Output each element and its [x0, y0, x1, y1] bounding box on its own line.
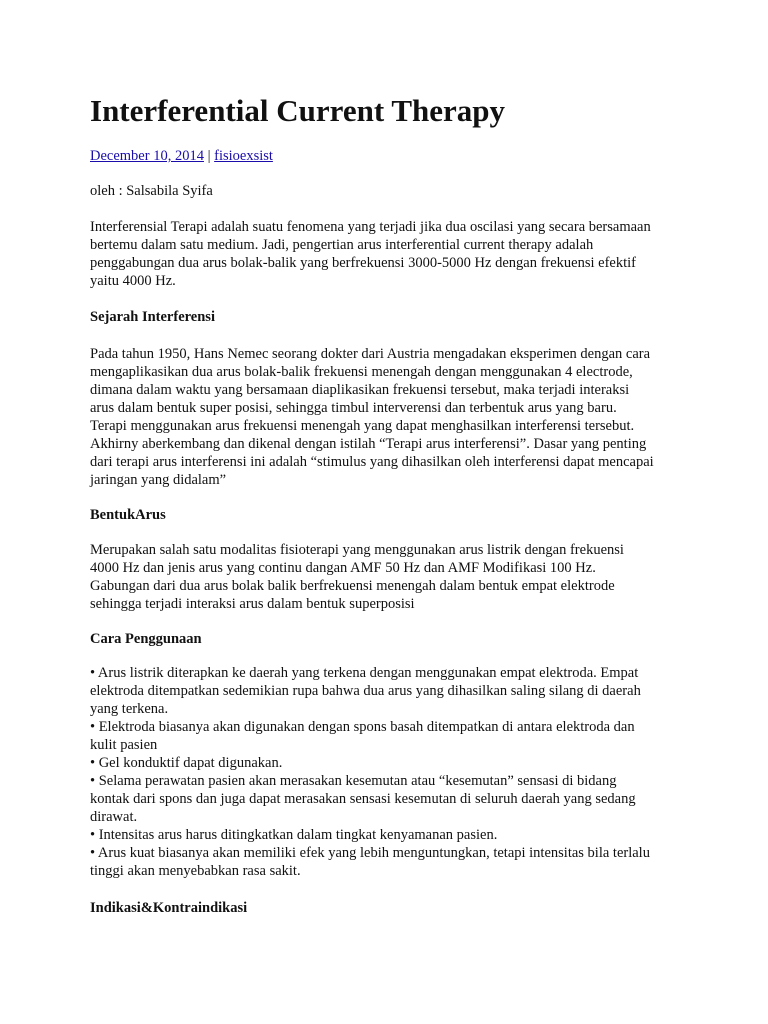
paragraph-line: dimana dalam waktu yang bersamaan diaplikasikan frekuensi tersebut, maka terjadi interaksi [90, 382, 630, 398]
meta-separator: | [203, 148, 215, 164]
list-item [90, 772, 690, 826]
paragraph-line: mengaplikasikan dua arus bolak-balik frekuensi menengah dengan menggunakan 4 electrode, [90, 364, 633, 380]
author-link[interactable]: fisioexsist [214, 148, 273, 164]
paragraph-line: Akhirny aberkembang dan dikenal dengan istilah “Terapi arus interferensi”. Dasar yang penting [90, 436, 647, 452]
list-item-line: • Selama perawatan pasien akan merasakan kesemutan atau “kesemutan” sensasi di bidang [90, 773, 617, 789]
list-item-line: • Arus listrik diterapkan ke daerah yang terkena dengan menggunakan empat elektroda. Empat [90, 665, 639, 681]
paragraph-line: Merupakan salah satu modalitas fisioterapi yang menggunakan arus listrik dengan frekuensi [90, 542, 624, 558]
section-heading-bentuk-arus: BentukArus [90, 507, 166, 523]
list-item [90, 826, 690, 844]
list-item-line: yang terkena. [90, 701, 169, 717]
list-item-line: • Gel konduktif dapat digunakan. [90, 755, 283, 771]
section-heading-cara-penggunaan: Cara Penggunaan [90, 631, 202, 647]
paragraph-line: Pada tahun 1950, Hans Nemec seorang dokter dari Austria mengadakan eksperimen dengan cara [90, 346, 651, 362]
post-date-link[interactable]: December 10, 2014 [90, 148, 204, 164]
paragraph-line: sehingga terjadi interaksi arus dalam bentuk superposisi [90, 596, 415, 612]
paragraph-line: arus dalam bentuk super posisi, sehingga timbul interverensi dan terbentuk arus yang baru. [90, 400, 617, 416]
list-item-line: elektroda ditempatkan sedemikian rupa bahwa dua arus yang dihasilkan saling silang di daerah [90, 683, 641, 699]
list-item [90, 664, 690, 718]
list-item [90, 754, 690, 772]
paragraph-line: penggabungan dua arus bolak-balik yang berfrekuensi 3000-5000 Hz dengan frekuensi efektif [90, 255, 636, 271]
bentuk-paragraph [90, 541, 690, 613]
list-item-line: • Arus kuat biasanya akan memiliki efek yang lebih menguntungkan, tetapi intensitas bila terlalu [90, 845, 650, 861]
list-item-line: • Elektroda biasanya akan digunakan dengan spons basah ditempatkan di antara elektroda dan [90, 719, 635, 735]
section-heading-sejarah: Sejarah Interferensi [90, 309, 215, 325]
list-item-line: dirawat. [90, 809, 138, 825]
list-item-line: • Intensitas arus harus ditingkatkan dalam tingkat kenyamanan pasien. [90, 827, 498, 843]
paragraph-line: jaringan yang didalam” [90, 472, 227, 488]
byline: oleh : Salsabila Syifa [90, 183, 213, 199]
cara-bullet-list [90, 664, 690, 880]
list-item [90, 718, 690, 754]
paragraph-line: Gabungan dari dua arus bolak balik berfrekuensi menengah dalam bentuk empat elektrode [90, 578, 615, 594]
intro-paragraph [90, 218, 690, 290]
paragraph-line: yaitu 4000 Hz. [90, 273, 176, 289]
list-item-line: tinggi akan menyebabkan rasa sakit. [90, 863, 301, 879]
paragraph-line: bertemu dalam satu medium. Jadi, pengertian arus interferential current therapy adalah [90, 237, 594, 253]
list-item-line: kontak dari spons dan juga dapat merasakan sensasi kesemutan di seluruh daerah yang sedang [90, 791, 636, 807]
section-heading-indikasi: Indikasi&Kontraindikasi [90, 900, 248, 916]
list-item [90, 844, 690, 880]
sejarah-paragraph [90, 345, 690, 489]
paragraph-line: 4000 Hz dan jenis arus yang continu dangan AMF 50 Hz dan AMF Modifikasi 100 Hz. [90, 560, 596, 576]
page-title: Interferential Current Therapy [90, 93, 506, 128]
paragraph-line: Interferensial Terapi adalah suatu fenomena yang terjadi jika dua oscilasi yang secara bersamaan [90, 219, 651, 235]
paragraph-line: dari terapi arus interferensi ini adalah “stimulus yang dihasilkan oleh interferensi dapat mencapai [90, 454, 654, 470]
post-meta [90, 147, 273, 165]
paragraph-line: Terapi menggunakan arus frekuensi menengah yang dapat menghasilkan interferensi tersebut. [90, 418, 635, 434]
list-item-line: kulit pasien [90, 737, 158, 753]
